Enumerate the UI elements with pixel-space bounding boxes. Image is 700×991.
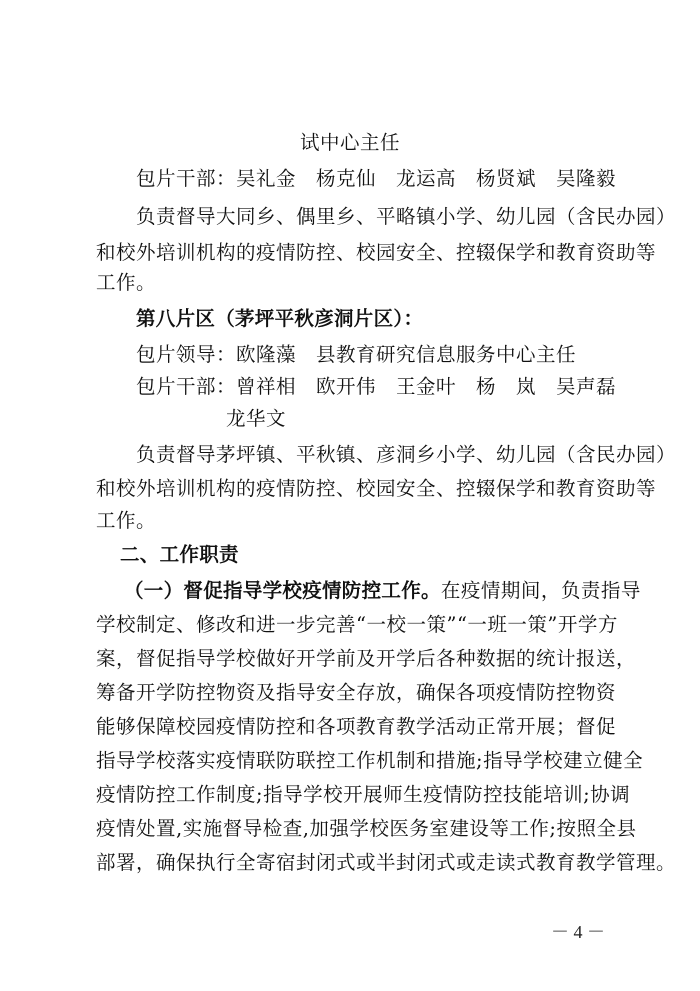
- text-line: 包片干部：曾祥相 欧开伟 王金叶 杨 岚 吴声磊: [136, 375, 617, 398]
- text-line: 试中心主任: [300, 131, 401, 154]
- text-line: 案，督促指导学校做好开学前及开学后各种数据的统计报送，: [96, 647, 637, 670]
- text-line: 包片干部：吴礼金 杨克仙 龙运高 杨贤斌 吴隆毅: [136, 167, 617, 190]
- text-line: 部署，确保执行全寄宿封闭式或半封闭式或走读式教育教学管理。: [96, 851, 677, 874]
- subsection-heading: （一）督促指导学校疫情防控工作。: [124, 579, 441, 602]
- section-heading: 第八片区（茅坪平秋彦洞片区）：: [136, 307, 424, 330]
- text-line: 能够保障校园疫情防控和各项教育教学活动正常开展；督促: [96, 715, 617, 738]
- text-line: 学校制定、修改和进一步完善“一校一策”“一班一策”开学方: [96, 613, 618, 636]
- text-line: 疫情处置,实施督导检查,加强学校医务室建设等工作;按照全县: [96, 817, 637, 840]
- text-fragment: 在疫情期间，负责指导: [440, 579, 641, 602]
- text-line: 筹备开学防控物资及指导安全存放，确保各项疫情防控物资: [96, 681, 617, 704]
- text-line: 负责督导茅坪镇、平秋镇、彦洞乡小学、幼儿园（含民办园）: [136, 443, 677, 466]
- page-number: － 4 －: [551, 922, 605, 942]
- text-line: 疫情防控工作制度;指导学校开展师生疫情防控技能培训;协调: [96, 783, 631, 806]
- text-line: 工作。: [96, 271, 157, 294]
- text-line: 指导学校落实疫情联防联控工作机制和措施;指导学校建立健全: [96, 749, 644, 772]
- text-line: 和校外培训机构的疫情防控、校园安全、控辍保学和教育资助等: [96, 477, 657, 500]
- section-heading: 二、工作职责: [120, 543, 239, 566]
- text-line: 和校外培训机构的疫情防控、校园安全、控辍保学和教育资助等: [96, 241, 657, 264]
- text-line: 负责督导大同乡、偶里乡、平略镇小学、幼儿园（含民办园）: [136, 205, 677, 228]
- text-line: 工作。: [96, 509, 157, 532]
- text-line: 龙华文: [226, 407, 287, 430]
- text-line: 包片领导：欧隆藻 县教育研究信息服务中心主任: [136, 343, 577, 366]
- text-line: [124, 576, 641, 606]
